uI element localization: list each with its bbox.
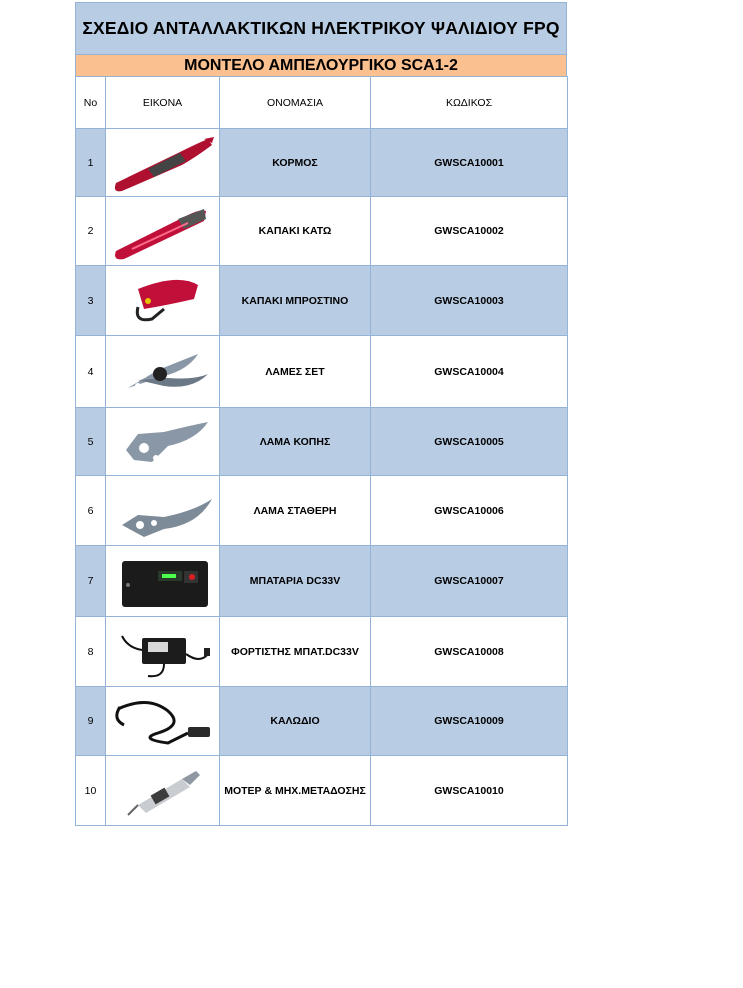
- part-image: [106, 476, 220, 546]
- table-row: [76, 687, 568, 756]
- part-image: [106, 197, 220, 266]
- part-image: [106, 756, 220, 826]
- row-number: 5: [76, 408, 106, 476]
- table-row: [76, 197, 568, 266]
- part-code: GWSCA10008: [371, 617, 568, 687]
- parts-table: [75, 76, 568, 826]
- table-row: [76, 408, 568, 476]
- battery-icon: [106, 549, 219, 613]
- row-number: 3: [76, 266, 106, 336]
- cable-icon: [106, 689, 219, 753]
- model-subtitle: ΜΟΝΤΕΛΟ ΑΜΠΕΛΟΥΡΓΙΚΟ SCA1-2: [75, 55, 567, 76]
- row-number: 7: [76, 546, 106, 617]
- motor-gear-icon: [106, 759, 219, 823]
- part-image: [106, 129, 220, 197]
- column-header-name: ΟΝΟΜΑΣΙΑ: [220, 77, 371, 129]
- part-name: ΚΑΠΑΚΙ ΚΑΤΩ: [220, 197, 371, 266]
- part-code: GWSCA10006: [371, 476, 568, 546]
- part-name: ΚΑΛΩΔΙΟ: [220, 687, 371, 756]
- part-code: GWSCA10007: [371, 546, 568, 617]
- cutting-blade-icon: [106, 410, 219, 474]
- fixed-blade-icon: [106, 479, 219, 543]
- part-name: ΜΟΤΕΡ & ΜΗΧ.ΜΕΤΑΔΟΣΗΣ: [220, 756, 371, 826]
- sheet-title: ΣΧΕΔΙΟ ΑΝΤΑΛΛΑΚΤΙΚΩΝ ΗΛΕΚΤΡΙΚΟΥ ΨΑΛΙΔΙΟΥ FPQ: [75, 2, 567, 55]
- part-name: ΛΑΜΕΣ ΣΕΤ: [220, 336, 371, 408]
- table-row: [76, 617, 568, 687]
- part-code: GWSCA10010: [371, 756, 568, 826]
- table-row: [76, 266, 568, 336]
- part-name: ΜΠΑΤΑΡΙΑ DC33V: [220, 546, 371, 617]
- blade-set-icon: [106, 340, 219, 404]
- table-row: [76, 546, 568, 617]
- part-name: ΚΑΠΑΚΙ ΜΠΡΟΣΤΙΝΟ: [220, 266, 371, 336]
- row-number: 10: [76, 756, 106, 826]
- table-row: [76, 129, 568, 197]
- row-number: 9: [76, 687, 106, 756]
- part-code: GWSCA10003: [371, 266, 568, 336]
- part-image: [106, 266, 220, 336]
- front-cover-icon: [106, 269, 219, 333]
- part-name: ΛΑΜΑ ΚΟΠΗΣ: [220, 408, 371, 476]
- parts-sheet: [75, 2, 567, 826]
- column-header-no: No: [76, 77, 106, 129]
- part-name: ΚΟΡΜΟΣ: [220, 129, 371, 197]
- handle-body-icon: [106, 131, 219, 195]
- column-header-image: ΕΙΚΟΝΑ: [106, 77, 220, 129]
- part-code: GWSCA10004: [371, 336, 568, 408]
- row-number: 1: [76, 129, 106, 197]
- row-number: 2: [76, 197, 106, 266]
- row-number: 4: [76, 336, 106, 408]
- part-image: [106, 336, 220, 408]
- lower-cover-icon: [106, 199, 219, 263]
- row-number: 8: [76, 617, 106, 687]
- part-image: [106, 546, 220, 617]
- part-code: GWSCA10009: [371, 687, 568, 756]
- part-name: ΛΑΜΑ ΣΤΑΘΕΡΗ: [220, 476, 371, 546]
- part-image: [106, 617, 220, 687]
- part-code: GWSCA10005: [371, 408, 568, 476]
- column-header-code: ΚΩΔΙΚΟΣ: [371, 77, 568, 129]
- part-image: [106, 687, 220, 756]
- table-row: [76, 756, 568, 826]
- charger-icon: [106, 620, 219, 684]
- table-header-row: [76, 77, 568, 129]
- part-name: ΦΟΡΤΙΣΤΗΣ ΜΠΑΤ.DC33V: [220, 617, 371, 687]
- part-image: [106, 408, 220, 476]
- row-number: 6: [76, 476, 106, 546]
- part-code: GWSCA10001: [371, 129, 568, 197]
- table-row: [76, 336, 568, 408]
- table-row: [76, 476, 568, 546]
- part-code: GWSCA10002: [371, 197, 568, 266]
